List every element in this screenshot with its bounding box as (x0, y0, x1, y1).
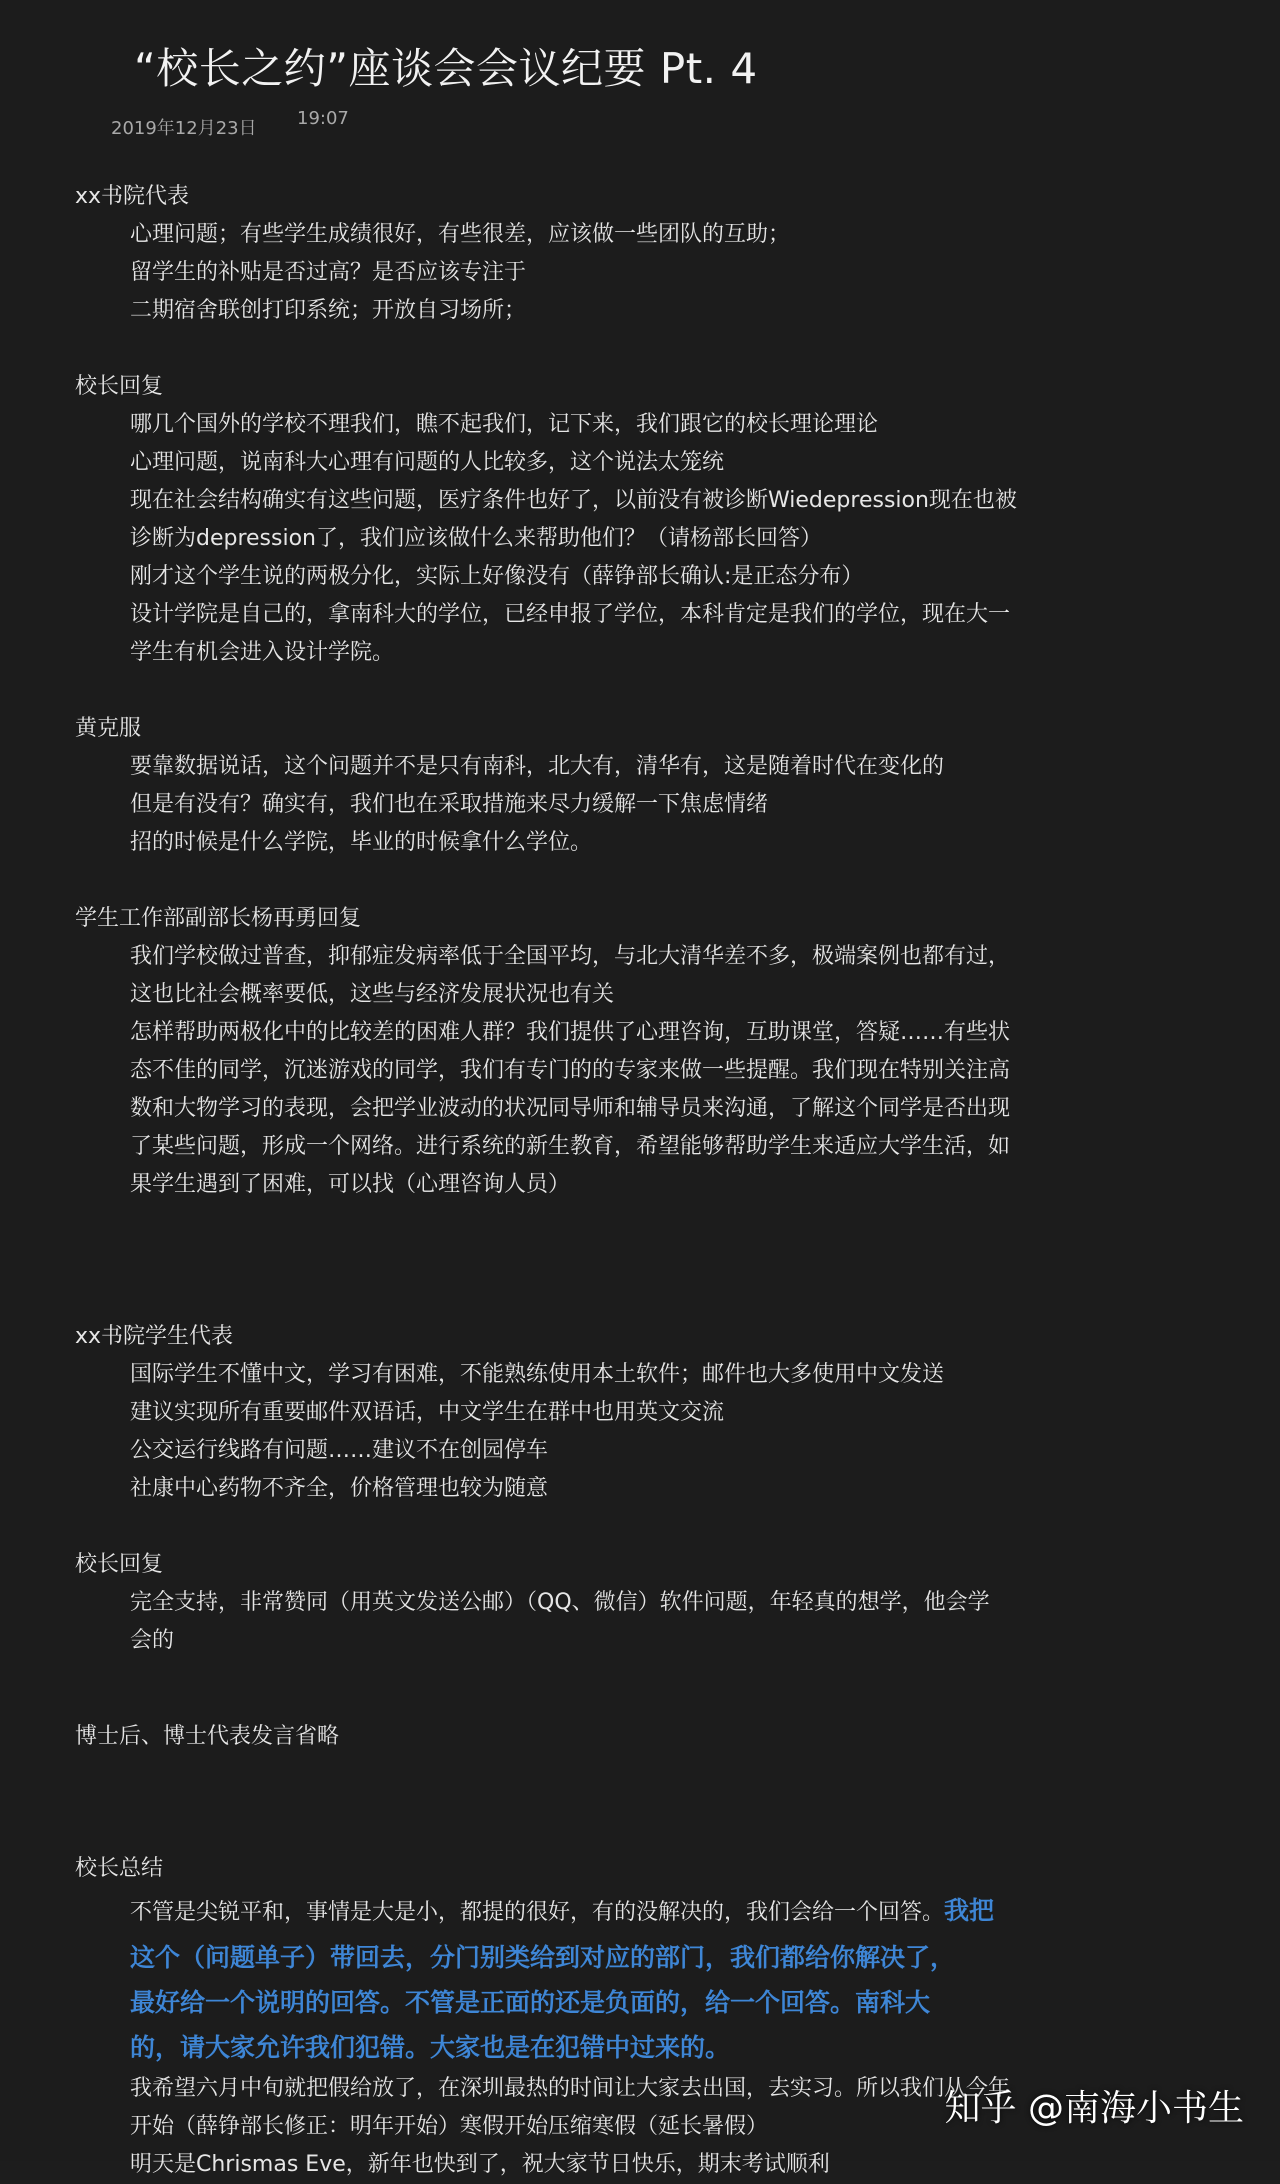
section-president-reply-2 (75, 1546, 1075, 1660)
post-date: 2019年12月23日 (111, 118, 257, 139)
paragraph-line: 刚才这个学生说的两极分化，实际上好像没有（薛铮部长确认:是正态分布） (130, 564, 864, 589)
section-heading: 校长回复 (75, 374, 164, 399)
paragraph-line: 留学生的补贴是否过高？是否应该专注于 (130, 260, 527, 285)
section-student-affairs-reply (75, 900, 1075, 1204)
section-heading: xx书院代表 (75, 184, 190, 209)
paragraph-line: 招的时候是什么学院，毕业的时候拿什么学位。 (130, 830, 593, 855)
paragraph-line: 怎样帮助两极化中的比较差的困难人群？我们提供了心理咨询，互助课堂，答疑……有些状 (130, 1020, 1011, 1045)
page-title: “校长之约”座谈会会议纪要 Pt. 4 (134, 44, 758, 93)
plain-text: 不管是尖锐平和，事情是大是小，都提的很好，有的没解决的，我们会给一个回答。 (130, 1900, 945, 1925)
section-postdoc-note (75, 1718, 1075, 1756)
paragraph-line: 开始（薛铮部长修正：明年开始）寒假开始压缩寒假（延长暑假） (130, 2114, 769, 2139)
paragraph-line: 设计学院是自己的，拿南科大的学位，已经申报了学位，本科肯定是我们的学位，现在大一 (130, 602, 1011, 627)
paragraph-line: 数和大物学习的表现，会把学业波动的状况同导师和辅导员来沟通，了解这个同学是否出现 (130, 1096, 1011, 1121)
zhihu-watermark: 知乎 @南海小书生 (944, 2088, 1244, 2129)
paragraph-line: 学生有机会进入设计学院。 (130, 640, 395, 665)
paragraph-line: 公交运行线路有问题……建议不在创园停车 (130, 1438, 549, 1463)
highlighted-line: 最好给一个说明的回答。不管是正面的还是负面的，给一个回答。南科大 (130, 1988, 931, 2017)
section-president-summary (75, 1850, 1075, 2184)
paragraph-line: 心理问题；有些学生成绩很好，有些很差，应该做一些团队的互助； (130, 222, 791, 247)
highlighted-text: 我把 (944, 1896, 995, 1925)
paragraph-line: 但是有没有？确实有，我们也在采取措施来尽力缓解一下焦虑情绪 (130, 792, 769, 817)
paragraph-line: 心理问题，说南科大心理有问题的人比较多，这个说法太笼统 (130, 450, 725, 475)
section-college-rep (75, 178, 1075, 330)
paragraph-line: 现在社会结构确实有这些问题，医疗条件也好了，以前没有被诊断Wiedepression现在也被 (130, 488, 1017, 513)
paragraph-line: 完全支持，非常赞同（用英文发送公邮）（QQ、微信）软件问题，年轻真的想学，他会学 (130, 1590, 990, 1615)
paragraph-line: 二期宿舍联创打印系统；开放自习场所； (130, 298, 527, 323)
paragraph-line: 国际学生不懂中文，学习有困难，不能熟练使用本土软件；邮件也大多使用中文发送 (130, 1362, 945, 1387)
paragraph-line (75, 1888, 1075, 1935)
paragraph-line: 我希望六月中旬就把假给放了，在深圳最热的时间让大家去出国，去实习。所以我们从今年 (130, 2076, 1011, 2101)
paragraph-line: 建议实现所有重要邮件双语话，中文学生在群中也用英文交流 (130, 1400, 725, 1425)
paragraph-line: 果学生遇到了困难，可以找（心理咨询人员） (130, 1172, 571, 1197)
paragraph-line: 态不佳的同学，沉迷游戏的同学，我们有专门的的专家来做一些提醒。我们现在特别关注高 (130, 1058, 1011, 1083)
highlighted-line: 这个（问题单子）带回去，分门别类给到对应的部门，我们都给你解决了， (130, 1943, 956, 1972)
paragraph-line: 要靠数据说话，这个问题并不是只有南科，北大有，清华有，这是随着时代在变化的 (130, 754, 945, 779)
post-time: 19:07 (297, 108, 349, 129)
section-heading: 校长总结 (75, 1856, 164, 1881)
paragraph-line: 我们学校做过普查，抑郁症发病率低于全国平均，与北大清华差不多，极端案例也都有过， (130, 944, 1011, 969)
section-heading: xx书院学生代表 (75, 1324, 234, 1349)
section-heading: 学生工作部副部长杨再勇回复 (75, 906, 362, 931)
section-college-student-rep (75, 1318, 1075, 1508)
section-heading: 校长回复 (75, 1552, 164, 1577)
section-heading: 博士后、博士代表发言省略 (75, 1724, 340, 1749)
paragraph-line: 社康中心药物不齐全，价格管理也较为随意 (130, 1476, 549, 1501)
paragraph-line: 哪几个国外的学校不理我们，瞧不起我们，记下来，我们跟它的校长理论理论 (130, 412, 879, 437)
section-president-reply (75, 368, 1075, 672)
paragraph-line: 会的 (130, 1628, 175, 1653)
section-huang-kefu (75, 710, 1075, 862)
document-body (75, 178, 1075, 2184)
paragraph-line: 了某些问题，形成一个网络。进行系统的新生教育，希望能够帮助学生来适应大学生活，如 (130, 1134, 1011, 1159)
paragraph-line: 这也比社会概率要低，这些与经济发展状况也有关 (130, 982, 615, 1007)
highlighted-line: 的，请大家允许我们犯错。大家也是在犯错中过来的。 (130, 2033, 731, 2062)
paragraph-line: 明天是Chrismas Eve，新年也快到了，祝大家节日快乐，期末考试顺利 (130, 2152, 830, 2177)
section-heading: 黄克服 (75, 716, 142, 741)
paragraph-line: 诊断为depression了，我们应该做什么来帮助他们？（请杨部长回答） (130, 526, 823, 551)
